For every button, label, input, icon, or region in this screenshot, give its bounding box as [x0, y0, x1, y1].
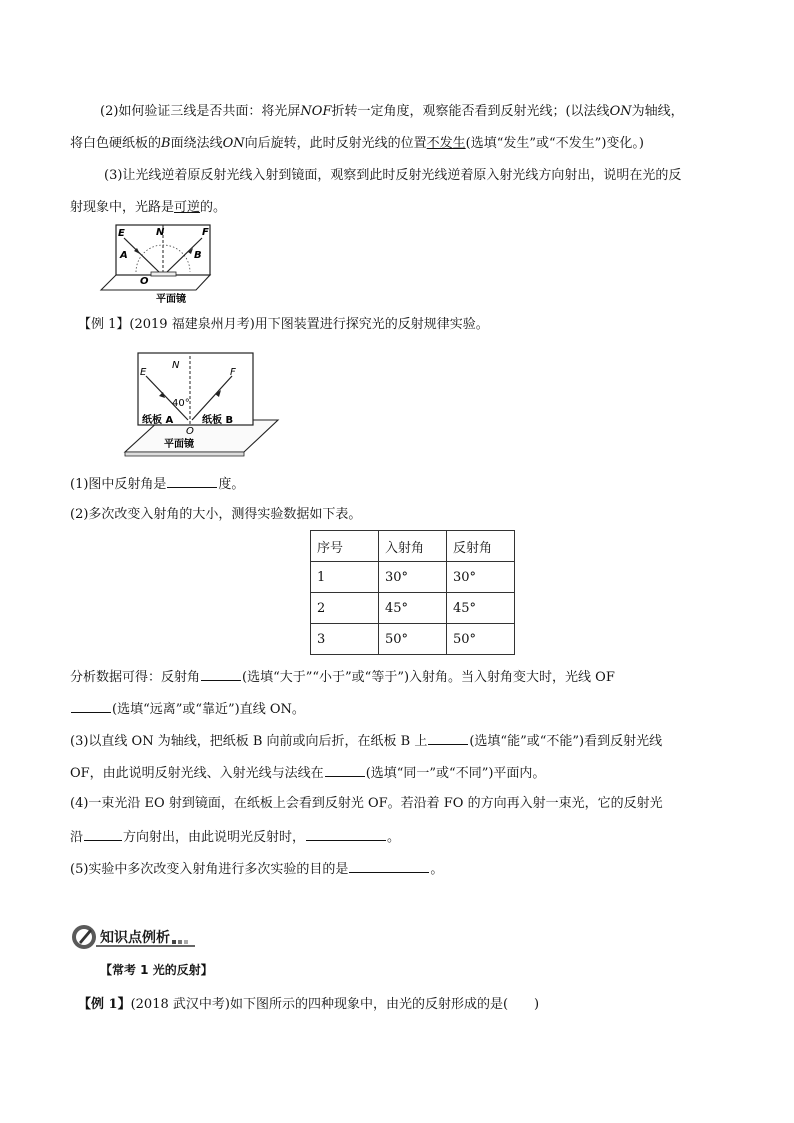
text: 为轴线， — [631, 104, 684, 119]
table-cell: 50° — [447, 624, 515, 655]
table-header: 入射角 — [379, 531, 447, 562]
text: 射现象中，光路是 — [70, 200, 175, 215]
answer-blank[interactable] — [325, 763, 365, 777]
table-cell: 3 — [311, 624, 379, 655]
answer-blank[interactable] — [428, 731, 468, 745]
label-O: O — [186, 426, 194, 437]
text: 面绕法线 — [170, 136, 223, 151]
text: 沿 — [70, 830, 84, 845]
label-E: E — [118, 228, 125, 239]
text: 。 — [430, 862, 444, 877]
table-cell: 45° — [379, 593, 447, 624]
table-header-row — [311, 531, 515, 562]
answer-blank[interactable] — [84, 827, 122, 841]
text-italic: ON — [609, 104, 632, 119]
table-cell: 30° — [379, 562, 447, 593]
section-title: 知识点例析 — [100, 930, 170, 946]
question-1 — [70, 474, 244, 494]
table-cell: 30° — [447, 562, 515, 593]
table-cell: 1 — [311, 562, 379, 593]
example-1-intro: 【例 1】(2019 福建泉州月考)用下图装置进行探究光的反射规律实验。 — [78, 317, 489, 332]
label-E: E — [140, 367, 147, 378]
label-angle: 40° — [172, 398, 190, 409]
label-B: B — [194, 250, 202, 261]
question-5 — [70, 859, 443, 879]
table-row — [311, 624, 515, 655]
table-header: 反射角 — [447, 531, 515, 562]
text: (选填“大于”“小于”或“等于”)入射角。当入射角变大时，光线 OF — [242, 670, 615, 685]
table-row — [311, 593, 515, 624]
question-3-line-1 — [70, 731, 662, 751]
text: 。 — [387, 830, 401, 845]
text: 方向射出，由此说明光反射时， — [123, 830, 306, 845]
text: OF，由此说明反射光线、入射光线与法线在 — [70, 766, 324, 781]
para-3-line-1: (3)让光线逆着原反射光线入射到镜面，观察到此时反射光线逆着原入射光线方向射出，说明在光的反 — [104, 168, 682, 183]
text: 的。 — [200, 200, 227, 215]
underlined-answer: 可逆 — [174, 200, 201, 215]
table-cell: 2 — [311, 593, 379, 624]
text: (1)图中反射角是 — [70, 477, 167, 492]
text: (选填“同一”或“不同”)平面内。 — [365, 766, 546, 781]
data-table — [310, 530, 515, 655]
text: (3)以直线 ON 为轴线，把纸板 B 向前或向后折，在纸板 B 上 — [70, 734, 428, 749]
topic-label: 【常考 1 光的反射】 — [100, 963, 213, 977]
label-O: O — [140, 276, 149, 287]
analysis-line-1 — [70, 667, 615, 687]
label-N: N — [172, 360, 180, 371]
analysis-line-2 — [70, 699, 305, 719]
label-F: F — [230, 367, 236, 378]
answer-blank[interactable] — [306, 827, 386, 841]
table-cell: 50° — [379, 624, 447, 655]
caption-mirror: 平面镜 — [164, 439, 194, 450]
answer-blank[interactable] — [71, 699, 111, 713]
label-board-a: 纸板 A — [142, 415, 174, 426]
answer-blank[interactable] — [349, 859, 429, 873]
text: 将白色硬纸板的 — [70, 136, 162, 151]
answer-blank[interactable] — [201, 667, 241, 681]
text: (选填“能”或“不能”)看到反射光线 — [469, 734, 663, 749]
figure-reflection-small — [96, 222, 216, 304]
text: (2018 武汉中考)如下图所示的四种现象中，由光的反射形成的是( ) — [130, 997, 540, 1012]
question-2-intro: (2)多次改变入射角的大小，测得实验数据如下表。 — [70, 507, 362, 522]
underlined-answer: 不发生 — [426, 136, 466, 151]
caption-mirror: 平面镜 — [156, 294, 186, 304]
para-2-line-1 — [100, 103, 684, 121]
label-board-b: 纸板 B — [202, 415, 234, 426]
example-label: 【例 1】 — [78, 997, 131, 1012]
text: 分析数据可得：反射角 — [70, 670, 201, 685]
answer-blank[interactable] — [167, 474, 217, 488]
text: (2)如何验证三线是否共面：将光屏 — [100, 104, 301, 119]
table-row — [311, 562, 515, 593]
question-4-line-2 — [70, 827, 400, 847]
text: (选填“远离”或“靠近”)直线 ON。 — [112, 702, 305, 717]
label-F: F — [202, 227, 209, 238]
example-1b — [78, 996, 539, 1014]
text: 向后旋转，此时反射光线的位置 — [244, 136, 427, 151]
para-3-line-2 — [70, 199, 226, 217]
figure-reflection-experiment — [120, 348, 280, 458]
table-header: 序号 — [311, 531, 379, 562]
text-italic: NOF — [300, 104, 332, 119]
table-cell: 45° — [447, 593, 515, 624]
label-A: A — [120, 250, 128, 261]
text: 度。 — [218, 477, 245, 492]
para-2-line-2 — [70, 135, 644, 153]
text: 折转一定角度，观察能否看到反射光线；(以法线 — [331, 104, 610, 119]
label-N: N — [156, 227, 165, 238]
text-italic: B — [161, 136, 171, 151]
question-3-line-2 — [70, 763, 545, 783]
question-4-line-1: (4)一束光沿 EO 射到镜面，在纸板上会看到反射光 OF。若沿着 FO 的方向再入射一束光，它的反射光 — [70, 796, 663, 811]
text-italic: ON — [222, 136, 245, 151]
text: (5)实验中多次改变入射角进行多次实验的目的是 — [70, 862, 349, 877]
text: (选填“发生”或“不发生”)变化。) — [465, 136, 644, 151]
